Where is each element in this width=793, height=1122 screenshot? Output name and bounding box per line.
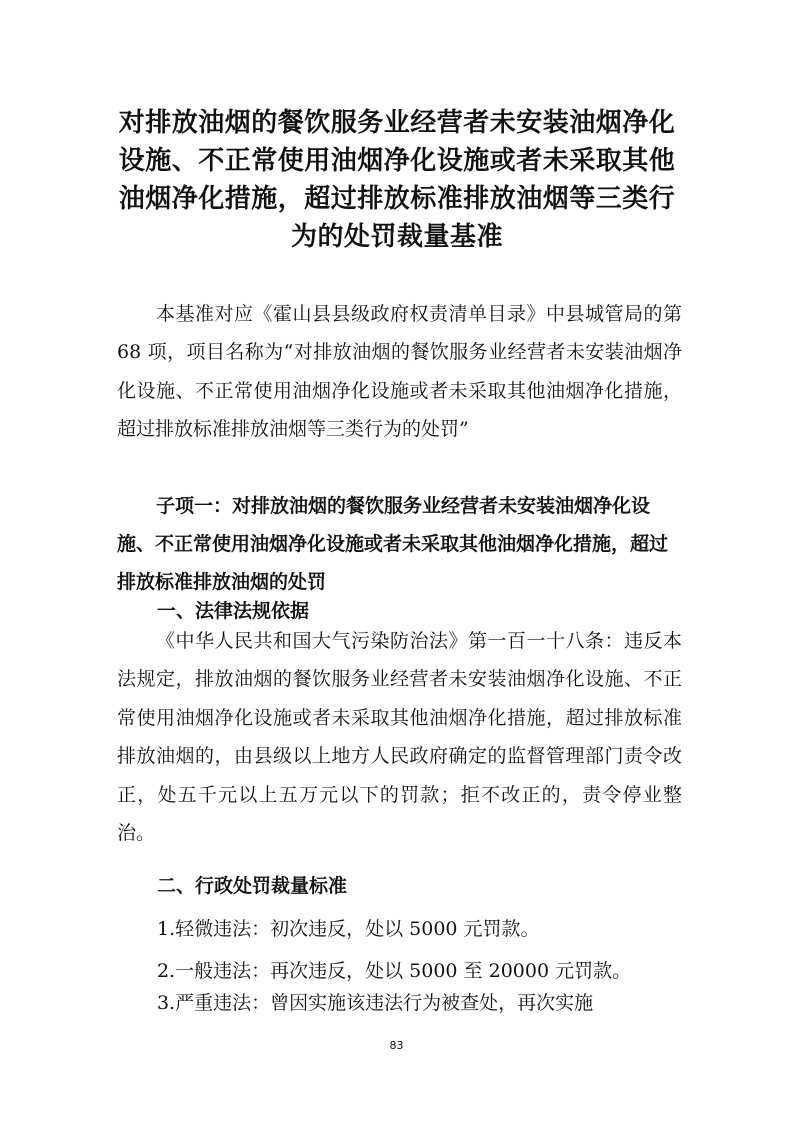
legal-basis-paragraph: 《中华人民共和国大气污染防治法》第一百一十八条：违反本法规定，排放油烟的餐饮服务业经营者未安装油烟净化设施、不正常使用油烟净化设施或者未采取其他油烟净化措施，超过排放标准排放油烟的，由县级以上地方人民政府确定的监督管理部门责令改正，处五千元以上五万元以下的罚款；拒不改正的，责令停业整治。: [117, 630, 682, 845]
intro-paragraph: 本基准对应《霍山县县级政府权责清单目录》中县城管局的第 68 项，项目名称为“对排放油烟的餐饮服务业经营者未安装油烟净化设施、不正常使用油烟净化设施或者未采取其他油烟净化措施，超过排放标准排放油烟等三类行为的处罚”: [117, 303, 682, 441]
penalty-item-serious: 3.严重违法：曾因实施该违法行为被查处，再次实施: [157, 992, 594, 1014]
section-heading-penalty-standard: 二、行政处罚裁量标准: [157, 875, 348, 897]
penalty-item-general: 2.一般违法：再次违反，处以 5000 至 20000 元罚款。: [157, 960, 632, 982]
document-title: 对排放油烟的餐饮服务业经营者未安装油烟净化设施、不正常使用油烟净化设施或者未采取其他油烟净化措施，超过排放标准排放油烟等三类行为的处罚裁量基准: [118, 108, 676, 252]
penalty-item-minor: 1.轻微违法：初次违反，处以 5000 元罚款。: [157, 918, 540, 940]
subitem-title: 子项一：对排放油烟的餐饮服务业经营者未安装油烟净化设施、不正常使用油烟净化设施或者未采取其他油烟净化措施，超过排放标准排放油烟的处罚: [117, 495, 669, 593]
page-number: 83: [389, 1039, 404, 1052]
section-heading-legal-basis: 一、法律法规依据: [157, 600, 310, 622]
